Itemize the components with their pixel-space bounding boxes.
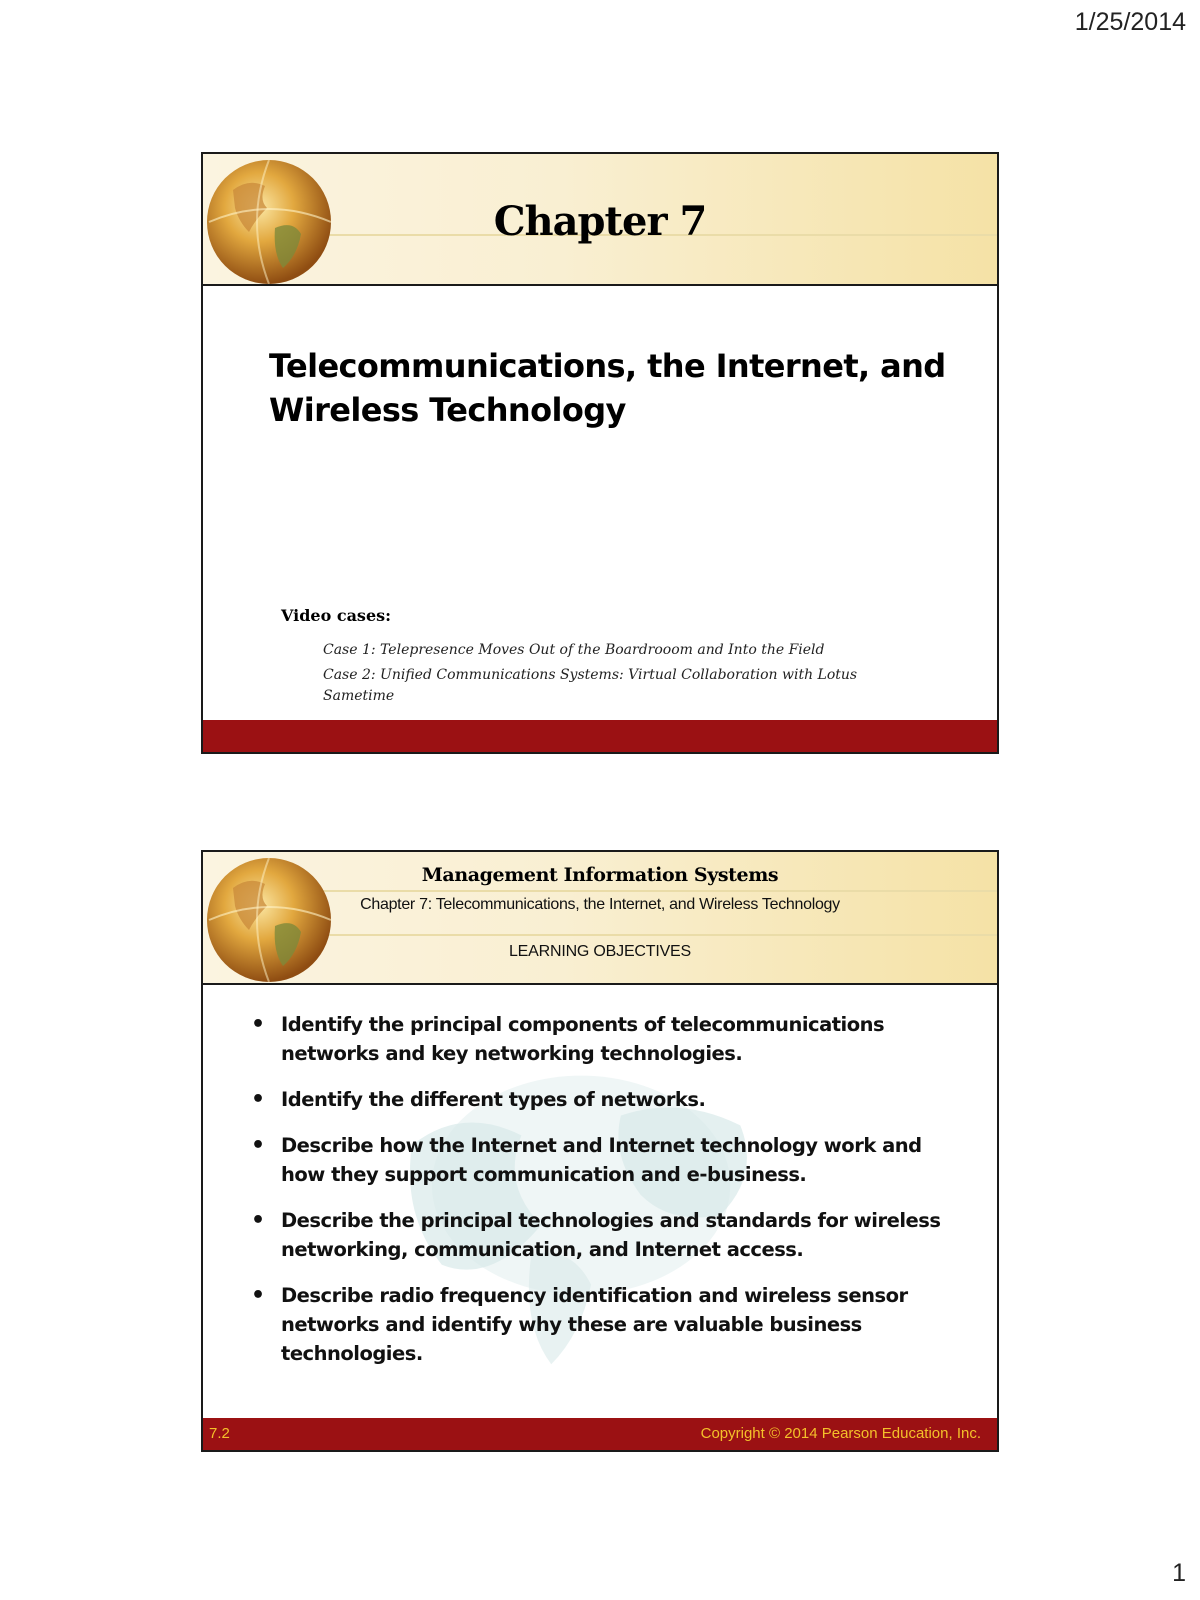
course-title: Management Information Systems: [421, 864, 779, 886]
header-rule: [323, 890, 997, 892]
video-case-2: Case 2: Unified Communications Systems: Virtual Collaboration with Lotus Sametime: [323, 667, 858, 704]
objective-item: • Describe how the Internet and Internet technology work and how they support communication and e-business.: [247, 1131, 957, 1189]
section-heading: LEARNING OBJECTIVES: [508, 943, 692, 960]
header-rule: [323, 934, 997, 936]
main-title: [269, 344, 949, 432]
video-cases-label: Video cases:: [281, 606, 392, 625]
objective-item: • Identify the different types of networks.: [247, 1085, 957, 1114]
video-cases-list: [323, 640, 903, 711]
slide-2-footer-bar: [203, 1418, 997, 1450]
main-title-line-1: Telecommunications, the Internet, and: [269, 347, 946, 385]
page-number: 1: [1172, 1559, 1186, 1587]
objective-item: • Describe radio frequency identification and wireless sensor networks and identify why these are valuable business technologies.: [247, 1281, 957, 1368]
video-case-1: Case 1: Telepresence Moves Out of the Boardrooom and Into the Field: [323, 642, 825, 658]
objective-item: • Identify the principal components of telecommunications networks and key networking technologies.: [247, 1010, 957, 1068]
objective-item: • Describe the principal technologies and standards for wireless networking, communication, and Internet access.: [247, 1206, 957, 1264]
slide-1: [201, 152, 999, 754]
page-date: 1/25/2014: [1074, 8, 1186, 36]
slide-1-footer-bar: [203, 720, 997, 752]
slide-number: 7.2: [209, 1425, 230, 1442]
slide-2-header: [203, 852, 997, 985]
learning-objectives-list: [247, 1010, 957, 1385]
slide-1-header: [203, 154, 997, 286]
main-title-line-2: Wireless Technology: [269, 391, 626, 429]
chapter-subtitle: Chapter 7: Telecommunications, the Internet, and Wireless Technology: [360, 896, 840, 913]
chapter-title: Chapter 7: [493, 198, 707, 245]
slide-2: [201, 850, 999, 1452]
copyright-notice: Copyright © 2014 Pearson Education, Inc.: [700, 1425, 981, 1442]
